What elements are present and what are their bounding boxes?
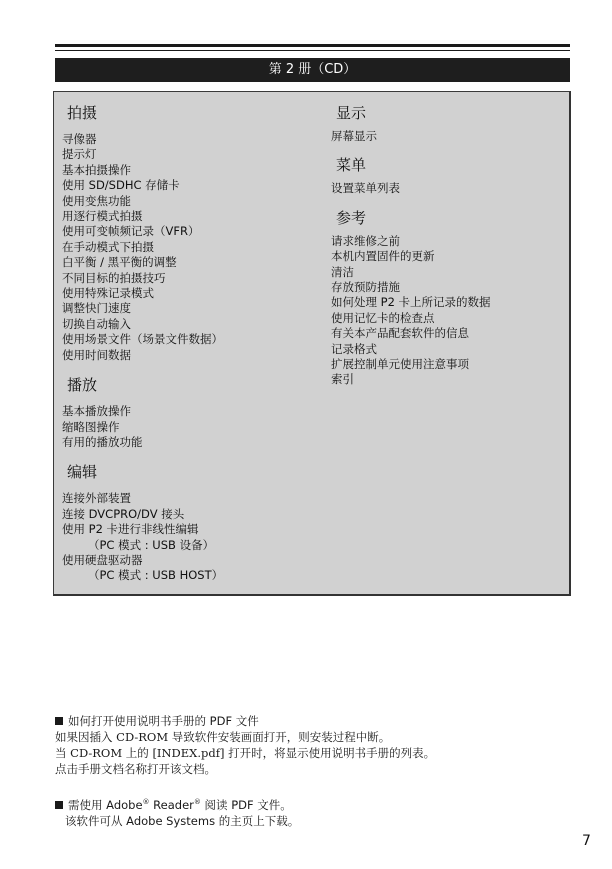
section-item-list [331, 129, 561, 144]
contents-item: 本机内置固件的更新 [331, 249, 435, 264]
contents-item: 使用场景文件（场景文件数据） [62, 332, 223, 347]
contents-item: 使用 P2 卡进行非线性编辑 [62, 522, 199, 537]
pdf-note-heading: 如何打开使用说明书手册的 PDF 文件 [55, 713, 435, 729]
top-rule-thick [55, 44, 570, 47]
section-heading: 编辑 [67, 463, 98, 482]
pdf-note-line: 如果因插入 CD-ROM 导致软件安装画面打开，则安装过程中断。 [55, 730, 391, 744]
contents-section [62, 103, 332, 363]
volume-title-bar [55, 58, 570, 82]
top-rule-thin [55, 50, 570, 51]
contents-item: 基本拍摄操作 [62, 162, 131, 177]
pdf-open-note [55, 713, 435, 777]
contents-left-column [62, 92, 332, 584]
section-heading: 菜单 [336, 156, 367, 175]
section-item-list [62, 491, 332, 583]
contents-item: 清洁 [331, 264, 354, 279]
contents-section [331, 208, 561, 388]
contents-item: 记录格式 [331, 341, 377, 356]
contents-right-column [331, 92, 561, 388]
contents-item: （PC 模式 : USB 设备） [88, 537, 215, 552]
pdf-note-line: 点击手册文档名称打开该文档。 [55, 762, 216, 776]
contents-item: 使用时间数据 [62, 347, 131, 362]
section-item-list [331, 181, 561, 196]
contents-item: 白平衡 / 黑平衡的调整 [62, 255, 177, 270]
contents-item: 寻像器 [62, 132, 97, 146]
volume-title: 第 2 册（CD） [268, 62, 357, 77]
contents-item: 屏幕显示 [331, 129, 377, 143]
section-heading: 参考 [336, 208, 367, 227]
contents-item: 使用特殊记录模式 [62, 286, 154, 301]
section-heading: 拍摄 [67, 104, 98, 122]
contents-item: （PC 模式 : USB HOST） [88, 568, 224, 583]
contents-item: 有关本产品配套软件的信息 [331, 326, 469, 341]
section-item-list [62, 404, 332, 450]
square-bullet-icon [55, 717, 63, 725]
contents-item: 有用的播放功能 [62, 434, 143, 449]
contents-item: 缩略图操作 [62, 419, 120, 434]
contents-item: 用逐行模式拍摄 [62, 209, 143, 224]
contents-item: 如何处理 P2 卡上所记录的数据 [331, 295, 491, 310]
contents-section [62, 462, 332, 583]
square-bullet-icon [55, 801, 63, 809]
contents-section [62, 375, 332, 450]
contents-item: 连接 DVCPRO/DV 接头 [62, 506, 185, 521]
contents-item: 设置菜单列表 [331, 181, 400, 196]
reader-note-heading: 需使用 Adobe® Reader® 阅读 PDF 文件。 [55, 794, 299, 813]
contents-item: 存放预防措施 [331, 280, 400, 295]
contents-item: 使用变焦功能 [62, 193, 131, 208]
contents-item: 索引 [331, 372, 354, 387]
pdf-note-line: 当 CD-ROM 上的 [INDEX.pdf] 打开时，将显示使用说明书手册的列表。 [55, 746, 436, 760]
contents-item: 基本播放操作 [62, 404, 131, 419]
contents-item: 请求维修之前 [331, 233, 400, 248]
page-number: 7 [582, 833, 591, 849]
reader-note-line: 该软件可从 Adobe Systems 的主页上下载。 [65, 813, 300, 828]
contents-item: 使用记忆卡的检查点 [331, 310, 435, 325]
section-item-list [331, 234, 561, 388]
section-heading: 显示 [336, 104, 367, 122]
contents-item: 使用硬盘驱动器 [62, 552, 143, 567]
contents-item: 切换自动输入 [62, 316, 131, 331]
contents-item: 不同目标的拍摄技巧 [62, 270, 166, 285]
adobe-reader-note [55, 794, 299, 829]
section-heading: 播放 [67, 376, 98, 395]
section-item-list [62, 132, 332, 363]
contents-box [53, 91, 571, 596]
contents-item: 扩展控制单元使用注意事项 [331, 357, 469, 372]
contents-item: 使用可变帧频记录（VFR） [62, 224, 200, 239]
contents-item: 在手动模式下拍摄 [62, 239, 154, 254]
contents-section [331, 155, 561, 196]
contents-item: 连接外部装置 [62, 491, 131, 506]
contents-section [331, 103, 561, 144]
contents-item: 使用 SD/SDHC 存储卡 [62, 178, 180, 193]
contents-item: 调整快门速度 [62, 301, 131, 316]
contents-item: 提示灯 [62, 147, 97, 162]
